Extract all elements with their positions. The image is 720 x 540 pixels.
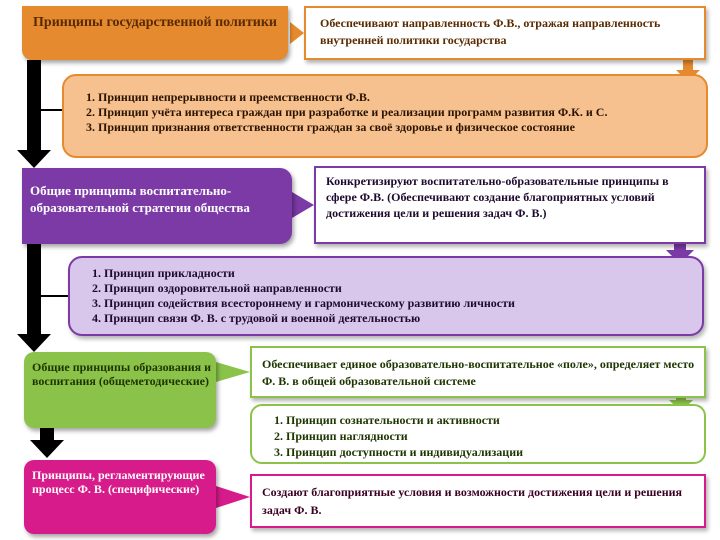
spine-arrow-3 <box>30 428 64 458</box>
list-item: 3. Принцип содействия всестороннему и гармоническому развитию личности <box>104 296 702 311</box>
methodological-principles-title: Общие принципы образования и воспитания (общеметодические) <box>32 360 212 388</box>
specific-principles-header <box>24 460 216 534</box>
specific-description-box <box>250 474 706 528</box>
state-policy-list <box>62 74 708 158</box>
methodological-principles-header <box>24 352 216 428</box>
list-item: 2. Принцип наглядности <box>286 428 704 444</box>
state-policy-title: Принципы государственной политики <box>33 15 277 30</box>
spine-arrow-1 <box>17 60 51 168</box>
state-policy-description-box <box>304 6 706 60</box>
general-principles-header <box>22 168 292 244</box>
methodological-description: Обеспечивает единое образовательно-воспитательное «поле», определяет место Ф. В. в общей образовательной системе <box>262 357 695 388</box>
list-item: 1. Принцип прикладности <box>104 266 702 281</box>
state-policy-header <box>22 6 288 60</box>
general-principles-list <box>68 256 704 336</box>
list-item: 2. Принцип учёта интереса граждан при разработке и реализации программ развития Ф.К. и С. <box>98 105 706 120</box>
specific-description: Создают благоприятные условия и возможности достижения цели и решения задач Ф. В. <box>262 485 683 517</box>
list-item: 3. Принцип доступности и индивидуализации <box>286 444 704 460</box>
purple-arrow-right <box>292 192 314 218</box>
state-policy-description: Обеспечивают направленность Ф.В., отражая направленность внутренней политики государства <box>320 16 661 47</box>
specific-principles-title: Принципы, регламентирующие процесс Ф. В. (специфические) <box>32 468 205 496</box>
general-principles-title: Общие принципы воспитательно-образовательной стратегии общества <box>30 183 250 215</box>
spine-arrow-2 <box>17 244 51 352</box>
methodological-description-box <box>250 346 706 398</box>
methodological-principles-list <box>250 404 706 464</box>
orange-arrow-head-right <box>290 22 304 44</box>
list-item: 4. Принцип связи Ф. В. с трудовой и военной деятельностью <box>104 311 702 326</box>
general-principles-description: Конкретизируют воспитательно-образовательные принципы в сфере Ф.В. (Обеспечивают создание благоприятных условий достижения цели и решения задач Ф. В.) <box>326 174 669 220</box>
list-item: 1. Принцип непрерывности и преемственности Ф.В. <box>98 90 706 105</box>
list-item: 1. Принцип сознательности и активности <box>286 412 704 428</box>
list-item: 3. Принцип признания ответственности граждан за своё здоровье и физическое состояние <box>98 120 706 135</box>
magenta-arrow-right <box>216 486 250 508</box>
green-arrow-right <box>216 362 250 382</box>
general-principles-description-box <box>314 166 706 244</box>
list-item: 2. Принцип оздоровительной направленности <box>104 281 702 296</box>
